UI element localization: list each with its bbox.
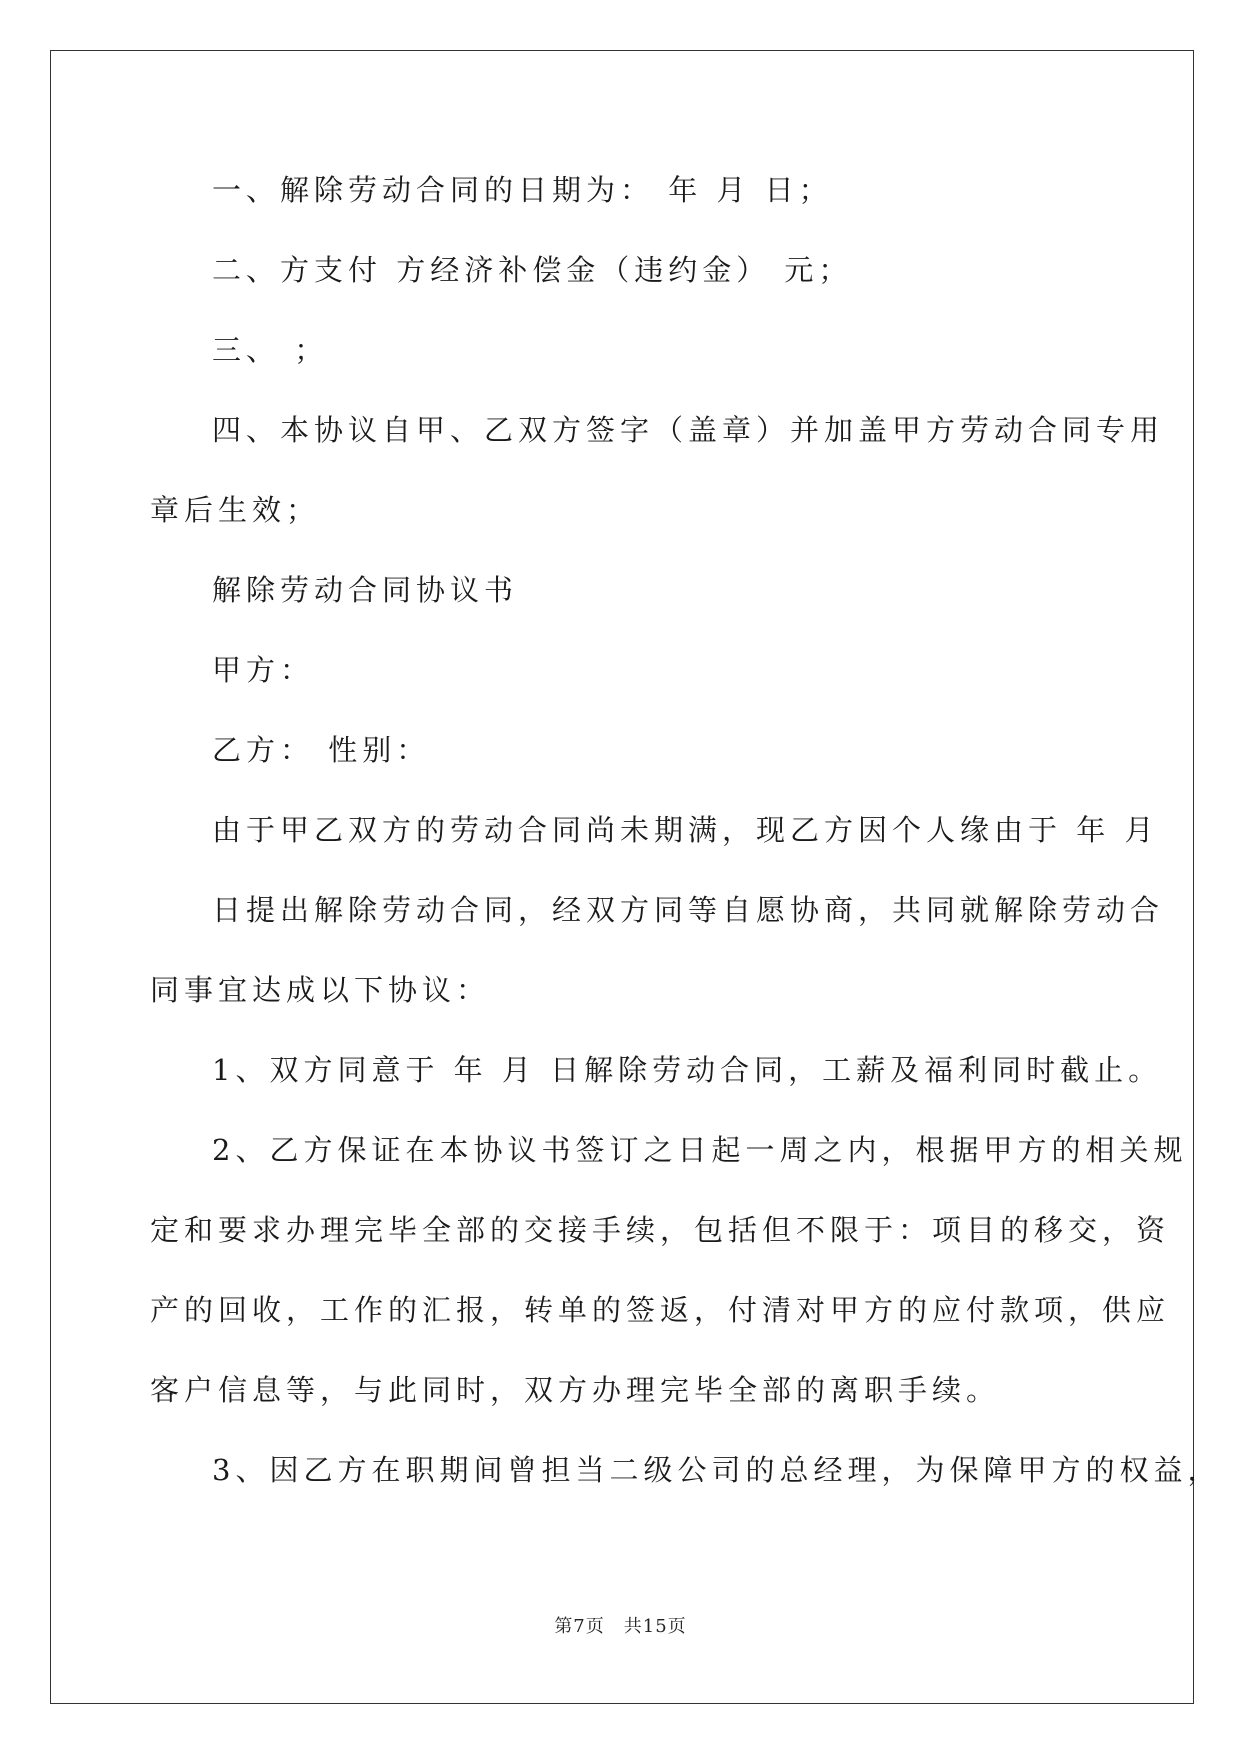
party-b: 乙方： 性别： <box>212 733 431 767</box>
item-two-line4: 客户信息等，与此同时，双方办理完毕全部的离职手续。 <box>150 1373 1001 1407</box>
clause-four-line2: 章后生效； <box>150 493 321 527</box>
clause-two: 二、方支付 方经济补偿金（违约金） 元； <box>212 253 853 287</box>
clause-four-line1: 四、本协议自甲、乙双方签字（盖章）并加盖甲方劳动合同专用 <box>212 413 1165 447</box>
item-three-line1: 3、因乙方在职期间曾担当二级公司的总经理，为保障甲方的权益， <box>212 1453 1222 1487</box>
clause-three: 三、 ； <box>212 333 329 367</box>
item-one: 1、双方同意于 年 月 日解除劳动合同，工薪及福利同时截止。 <box>212 1053 1163 1087</box>
clause-one: 一、解除劳动合同的日期为： 年 月 日； <box>212 173 833 207</box>
party-a: 甲方： <box>212 653 315 687</box>
item-two-line2: 定和要求办理完毕全部的交接手续，包括但不限于：项目的移交，资 <box>150 1213 1171 1247</box>
preamble-line1: 由于甲乙双方的劳动合同尚未期满，现乙方因个人缘由于 年 月 <box>212 813 1159 847</box>
preamble-line3: 同事宜达成以下协议： <box>150 973 491 1007</box>
item-two-line3: 产的回收，工作的汇报，转单的签返，付清对甲方的应付款项，供应 <box>150 1293 1171 1327</box>
preamble-line2: 日提出解除劳动合同，经双方同等自愿协商，共同就解除劳动合 <box>212 893 1165 927</box>
page-number-footer: 第7页 共15页 <box>554 1616 687 1637</box>
item-two-line1: 2、乙方保证在本协议书签订之日起一周之内，根据甲方的相关规 <box>212 1133 1188 1167</box>
agreement-title: 解除劳动合同协议书 <box>212 573 519 607</box>
